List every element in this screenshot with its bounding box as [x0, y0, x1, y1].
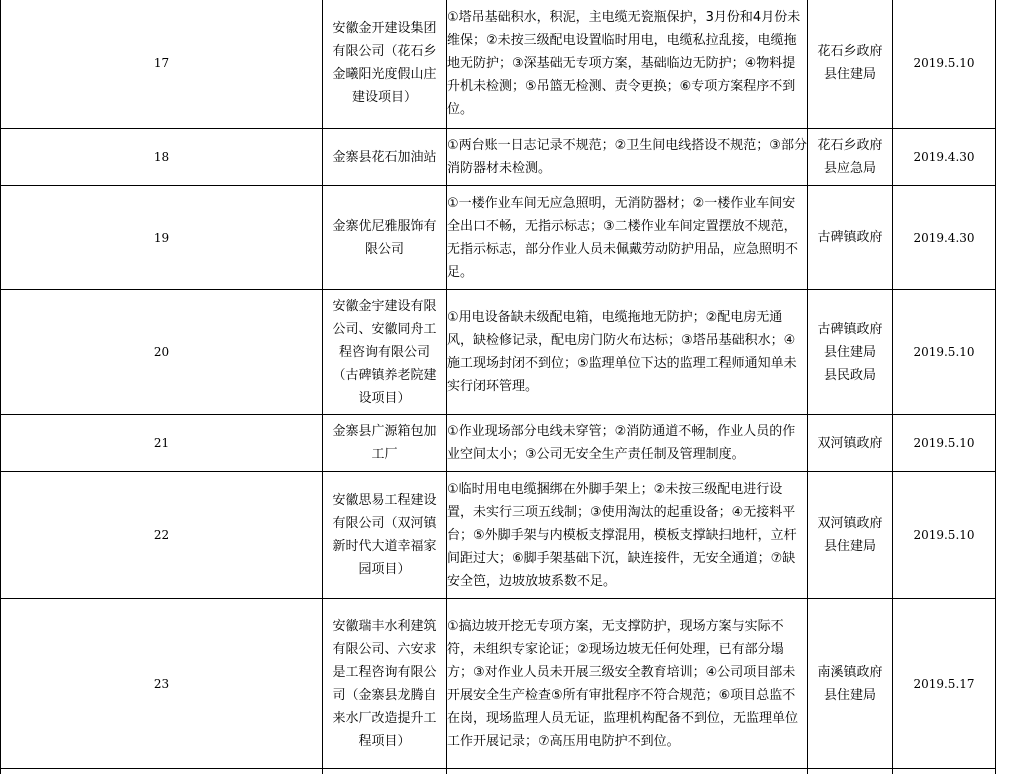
deadline-date: 2019.5.10 [893, 472, 996, 599]
issue-description: ①两台账一日志记录不规范；②卫生间电线搭设不规范；③部分消防器材未检测。 [447, 129, 808, 186]
issue-description: ①一楼作业车间无应急照明，无消防器材；②一楼作业车间安全出口不畅，无指示标志；③二楼作业车间定置摆放不规范，无指示标志，部分作业人员未佩戴劳动防护用品，应急照明不足。 [447, 186, 808, 290]
responsible-department: 双河镇政府 县住建局 [808, 472, 893, 599]
responsible-department: 古碑镇政府 [808, 186, 893, 290]
responsible-department: 南溪镇政府 县住建局 [808, 599, 893, 769]
issue-description: ①塔吊基础积水，积泥，主电缆无瓷瓶保护，3月份和4月份未维保；②未按三级配电设置临时用电，电缆私拉乱接，电缆拖地无防护；③深基础无专项方案，基础临边无防护；④物料提升机未检测；⑤吊篮无检测、责令更换；⑥专项方案程序不到位。 [447, 0, 808, 129]
empty-cell [1, 769, 323, 774]
table-row-partial [1, 769, 996, 774]
issue-description: ①用电设备缺未级配电箱，电缆拖地无防护；②配电房无通风，缺检修记录，配电房门防火布达标；③塔吊基础积水；④施工现场封闭不到位；⑤监理单位下达的监理工程师通知单未实行闭环管理。 [447, 290, 808, 415]
row-number: 23 [1, 599, 323, 769]
deadline-date: 2019.5.10 [893, 415, 996, 472]
row-number: 17 [1, 0, 323, 129]
row-number: 21 [1, 415, 323, 472]
deadline-date: 2019.5.10 [893, 0, 996, 129]
deadline-date: 2019.4.30 [893, 129, 996, 186]
unit-name: 金寨县花石加油站 [323, 129, 447, 186]
row-number: 22 [1, 472, 323, 599]
unit-name: 安徽瑞丰水利建筑 有限公司、六安求 是工程咨询有限公 司（金寨县龙腾自 来水厂改造提升工 程项目） [323, 599, 447, 769]
empty-cell [893, 769, 996, 774]
empty-cell [808, 769, 893, 774]
unit-name: 金寨县广源箱包加 工厂 [323, 415, 447, 472]
unit-name: 金寨优尼雅服饰有 限公司 [323, 186, 447, 290]
row-number: 19 [1, 186, 323, 290]
issue-description: ①作业现场部分电线未穿管；②消防通道不畅，作业人员的作业空间太小；③公司无安全生产责任制及管理制度。 [447, 415, 808, 472]
responsible-department: 花石乡政府 县应急局 [808, 129, 893, 186]
table-row [1, 0, 996, 129]
table-row [1, 599, 996, 769]
row-number: 18 [1, 129, 323, 186]
deadline-date: 2019.5.17 [893, 599, 996, 769]
table-row [1, 472, 996, 599]
empty-cell [447, 769, 808, 774]
deadline-date: 2019.5.10 [893, 290, 996, 415]
responsible-department: 古碑镇政府 县住建局 县民政局 [808, 290, 893, 415]
table-row [1, 415, 996, 472]
unit-name: 安徽金开建设集团 有限公司（花石乡 金曦阳光度假山庄 建设项目） [323, 0, 447, 129]
issue-description: ①临时用电电缆捆绑在外脚手架上；②未按三级配电进行设置，未实行三项五线制；③使用淘汰的起重设备；④无接料平台；⑤外脚手架与内模板支撑混用，模板支撑缺扫地杆，立杆间距过大；⑥脚手架基础下沉，缺连接件，无安全通道；⑦缺安全笆，边坡放坡系数不足。 [447, 472, 808, 599]
responsible-department: 花石乡政府 县住建局 [808, 0, 893, 129]
unit-name: 安徽金宇建设有限 公司、安徽同舟工 程咨询有限公司 （古碑镇养老院建 设项目） [323, 290, 447, 415]
table-row [1, 186, 996, 290]
deadline-date: 2019.4.30 [893, 186, 996, 290]
table-row [1, 129, 996, 186]
table-row [1, 290, 996, 415]
issue-description: ①搞边坡开挖无专项方案，无支撑防护，现场方案与实际不符，未组织专家论证；②现场边坡无任何处理，已有部分塌方；③对作业人员未开展三级安全教育培训；④公司项目部未开展安全生产检查⑤所有审批程序不符合规范；⑥项目总监不在岗，现场监理人员无证，监理机构配备不到位，无监理单位工作开展记录；⑦高压用电防护不到位。 [447, 599, 808, 769]
responsible-department: 双河镇政府 [808, 415, 893, 472]
unit-name: 安徽思易工程建设 有限公司（双河镇 新时代大道幸福家 园项目） [323, 472, 447, 599]
empty-cell [323, 769, 447, 774]
row-number: 20 [1, 290, 323, 415]
